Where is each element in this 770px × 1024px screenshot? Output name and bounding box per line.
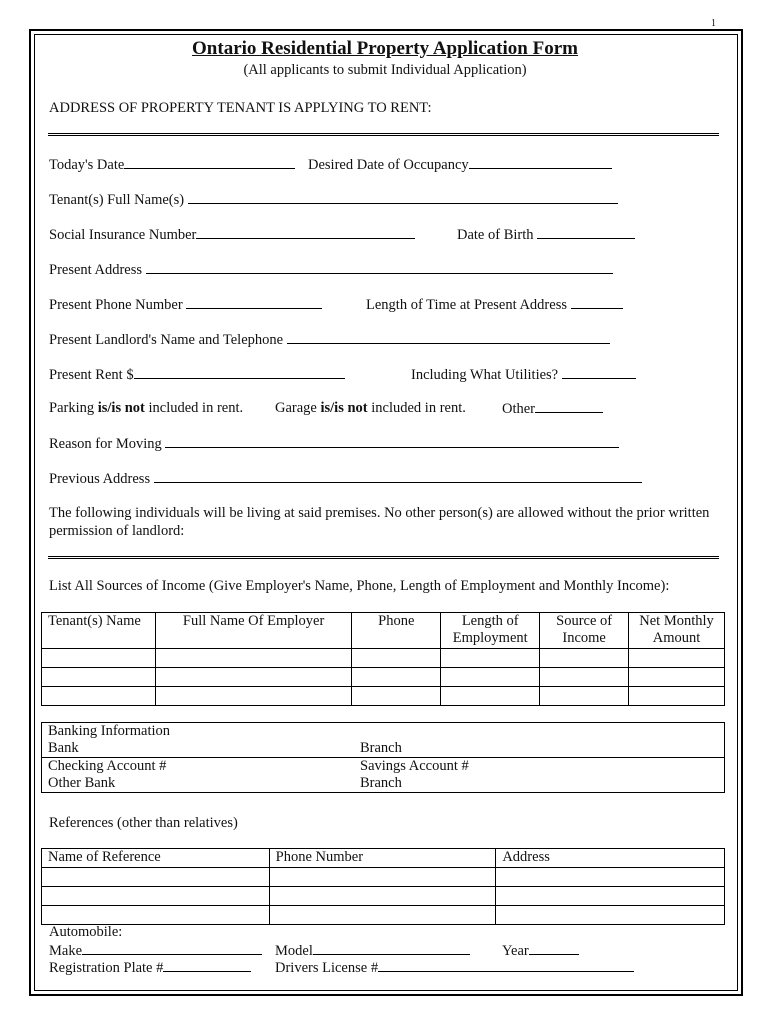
year-field[interactable] [529,942,579,955]
dob-label: Date of Birth [457,227,534,243]
garage-row [275,400,466,416]
plate-label: Registration Plate # [49,960,164,976]
model-field[interactable] [313,942,470,955]
table-row [42,906,725,925]
license-field[interactable] [378,959,634,972]
reason-row [49,435,619,452]
present-phone-row [49,296,322,313]
banking-account-row [42,758,725,776]
income-table [41,612,725,706]
sin-row [49,226,415,243]
form-subtitle: (All applicants to submit Individual Application) [243,62,527,78]
parking-row [49,400,243,416]
page-number: 1 [711,18,716,29]
table-cell[interactable] [629,687,725,706]
present-address-field[interactable] [146,261,613,274]
income-col-amount: Net Monthly Amount [629,613,725,649]
table-cell[interactable] [352,668,441,687]
previous-address-row [49,470,642,487]
landlord-row [49,331,610,348]
references-header-row [42,849,725,868]
parking-label: Parking [49,400,98,416]
length-time-label: Length of Time at Present Address [366,297,567,313]
make-row [49,942,262,959]
table-cell[interactable] [496,887,725,906]
landlord-label: Present Landlord's Name and Telephone [49,332,284,348]
table-row [42,687,725,706]
make-field[interactable] [82,942,262,955]
banking-header-row [42,723,725,741]
table-row [42,887,725,906]
other-field[interactable] [535,400,603,413]
table-cell[interactable] [540,687,629,706]
dob-row [457,226,635,243]
table-cell[interactable] [42,687,156,706]
table-cell[interactable] [441,649,540,668]
present-phone-field[interactable] [186,296,322,309]
table-cell[interactable] [155,649,352,668]
full-names-field[interactable] [188,191,618,204]
table-cell[interactable] [42,868,270,887]
banking-table [41,722,725,793]
ref-col-phone: Phone Number [269,849,496,868]
checking-label[interactable]: Checking Account # [42,758,355,776]
garage-post: included in rent. [367,400,466,416]
plate-row [49,959,251,976]
parking-post: included in rent. [144,400,244,416]
ref-col-name: Name of Reference [42,849,270,868]
table-cell[interactable] [496,868,725,887]
todays-date-row [49,156,295,173]
utilities-label: Including What Utilities? [411,367,559,383]
year-row [502,942,579,959]
desired-date-field[interactable] [469,156,612,169]
references-table [41,848,725,925]
landlord-field[interactable] [287,331,610,344]
income-col-employer: Full Name Of Employer [155,613,352,649]
income-heading: List All Sources of Income (Give Employer's Name, Phone, Length of Employment and Monthly Income): [49,578,670,594]
todays-date-field[interactable] [124,156,295,169]
table-cell[interactable] [155,668,352,687]
model-label: Model [275,943,313,959]
dob-field[interactable] [537,226,635,239]
occupants-rule [48,556,719,559]
address-rule [48,133,719,136]
present-rent-label: Present Rent $ [49,367,134,383]
license-row [275,959,634,976]
form-title: Ontario Residential Property Application Form [192,38,578,59]
branch2-label[interactable]: Branch [354,775,725,793]
banking-other-row [42,775,725,793]
previous-address-label: Previous Address [49,471,151,487]
reason-field[interactable] [165,435,619,448]
occupants-note: The following individuals will be living at said premises. No other person(s) are allowed without the prior written permission of landlord: [49,505,710,539]
length-time-row [366,296,623,313]
other-label: Other [502,401,536,417]
table-cell[interactable] [42,668,156,687]
table-cell[interactable] [629,649,725,668]
plate-field[interactable] [163,959,251,972]
table-cell[interactable] [540,668,629,687]
parking-isisnot: is/is not [97,400,145,416]
table-cell[interactable] [269,868,496,887]
table-cell[interactable] [496,906,725,925]
present-address-row [49,261,613,278]
address-heading: ADDRESS OF PROPERTY TENANT IS APPLYING TO RENT: [49,100,432,116]
table-row [42,649,725,668]
full-names-row [49,191,618,208]
income-col-length: Length of Employment [441,613,540,649]
sin-label: Social Insurance Number [49,227,197,243]
year-label: Year [502,943,529,959]
full-names-label: Tenant(s) Full Name(s) [49,192,185,208]
present-rent-row [49,366,345,383]
references-heading: References (other than relatives) [49,815,238,831]
sin-field[interactable] [196,226,415,239]
utilities-row [411,366,636,383]
todays-date-label: Today's Date [49,157,125,173]
other-bank-label[interactable]: Other Bank [42,775,355,793]
table-cell[interactable] [441,687,540,706]
table-cell[interactable] [352,649,441,668]
desired-date-label: Desired Date of Occupancy [308,157,469,173]
income-header-row [42,613,725,649]
banking-bank-row [42,740,725,758]
table-cell[interactable] [540,649,629,668]
license-label: Drivers License # [275,960,379,976]
make-label: Make [49,943,83,959]
other-row [502,400,603,417]
table-cell[interactable] [42,887,270,906]
bank-label[interactable]: Bank [42,740,355,758]
present-address-label: Present Address [49,262,143,278]
table-row [42,668,725,687]
table-cell[interactable] [269,887,496,906]
income-col-source: Source of Income [540,613,629,649]
desired-date-row [308,156,612,173]
table-cell[interactable] [629,668,725,687]
utilities-field[interactable] [562,366,636,379]
previous-address-field[interactable] [154,470,642,483]
reason-label: Reason for Moving [49,436,162,452]
model-row [275,942,470,959]
table-cell[interactable] [441,668,540,687]
table-cell[interactable] [352,687,441,706]
garage-isisnot: is/is not [320,400,368,416]
table-cell[interactable] [155,687,352,706]
branch-label[interactable]: Branch [354,740,725,758]
income-col-phone: Phone [352,613,441,649]
banking-heading: Banking Information [42,723,725,741]
table-cell[interactable] [269,906,496,925]
automobile-heading: Automobile: [49,924,123,940]
length-time-field[interactable] [571,296,623,309]
ref-col-address: Address [496,849,725,868]
table-cell[interactable] [42,906,270,925]
savings-label[interactable]: Savings Account # [354,758,725,776]
present-rent-field[interactable] [134,366,345,379]
income-col-tenant: Tenant(s) Name [42,613,156,649]
table-cell[interactable] [42,649,156,668]
present-phone-label: Present Phone Number [49,297,183,313]
garage-label: Garage [275,400,321,416]
table-row [42,868,725,887]
